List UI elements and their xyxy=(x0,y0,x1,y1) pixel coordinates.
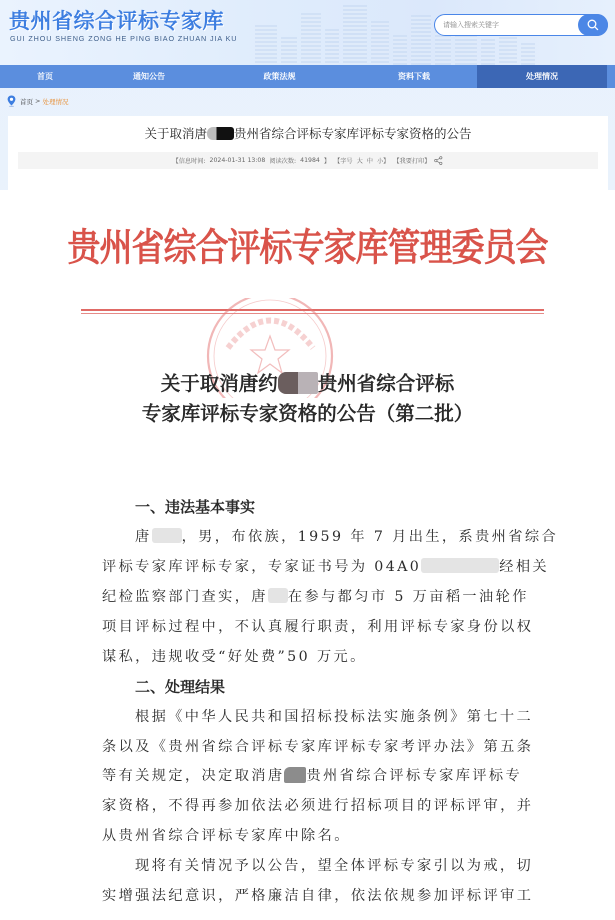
font-size-label: 【字号 xyxy=(334,158,353,165)
paragraph-line: 现将有关情况予以公告，望全体评标专家引以为戒，切 xyxy=(135,858,534,874)
read-count: 41984 xyxy=(300,157,320,164)
search-icon xyxy=(587,19,599,31)
paragraph-line: 评标专家库评标专家，专家证书号为 04A0 经相关 xyxy=(102,559,550,575)
main-nav xyxy=(0,65,615,88)
document-heading-line1 xyxy=(0,368,615,396)
nav-item-notices[interactable]: 通知公告 xyxy=(133,72,165,81)
font-size-large[interactable]: 大 xyxy=(356,158,363,165)
paragraph-line: 实增强法纪意识，严格廉洁自律，依法依规参加评标评审工 xyxy=(102,888,534,904)
section-title-result: 二、处理结果 xyxy=(135,678,226,696)
location-pin-icon xyxy=(7,95,16,107)
paragraph-line: 项目评标过程中，不认真履行职责，利用评标专家身份以权 xyxy=(102,619,534,635)
document-issuer-header: 贵州省综合评标专家库管理委员会 xyxy=(67,224,548,270)
redaction-mark xyxy=(152,528,182,543)
redaction-mark xyxy=(284,767,306,783)
nav-item-policies[interactable]: 政策法规 xyxy=(263,72,296,81)
redaction-mark xyxy=(278,372,318,394)
print-link[interactable]: 【我要打印】 xyxy=(393,158,431,165)
redaction-mark xyxy=(421,558,499,573)
document-heading-part2: 贵州省综合评标 xyxy=(317,372,455,395)
site-logo-pinyin: GUI ZHOU SHENG ZONG HE PING BIAO ZHUAN JIA KU xyxy=(10,34,238,43)
nav-item-handling[interactable]: 处理情况 xyxy=(477,65,607,88)
paragraph-line: 谋私，违规收受“好处费”50 万元。 xyxy=(102,649,367,665)
redaction-mark xyxy=(207,127,234,140)
article-title-part1: 关于取消唐 xyxy=(144,126,207,141)
paragraph-line: 根据《中华人民共和国招标投标法实施条例》第七十二 xyxy=(135,709,534,725)
info-time-label: 【信息时间: xyxy=(172,158,206,165)
search-input[interactable] xyxy=(443,18,573,33)
document-heading-line2: 专家库评标专家资格的公告（第二批） xyxy=(141,402,474,425)
redaction-mark xyxy=(268,588,288,603)
info-time: 2024-01-31 13:08 xyxy=(209,157,266,164)
article-meta-bar xyxy=(18,152,598,169)
site-header xyxy=(0,0,615,65)
breadcrumb-current[interactable]: 处理情况 xyxy=(42,97,69,106)
paragraph-line: 等有关规定，决定取消唐 贵州省综合评标专家库评标专 xyxy=(102,768,523,784)
share-icon[interactable] xyxy=(434,156,443,165)
paragraph-line: 纪检监察部门查实，唐 在参与都匀市 5 万亩稻一油轮作 xyxy=(102,589,529,605)
paragraph-line: 从贵州省综合评标专家库中除名。 xyxy=(102,828,351,844)
breadcrumb-home[interactable]: 首页 xyxy=(20,97,33,106)
section-title-facts: 一、违法基本事实 xyxy=(135,498,256,516)
search-button[interactable] xyxy=(578,14,608,36)
site-logo-title[interactable]: 贵州省综合评标专家库 xyxy=(9,9,224,33)
article-title xyxy=(8,124,608,142)
nav-item-home[interactable]: 首页 xyxy=(37,72,53,81)
paragraph-line: 唐 ，男，布依族，1959 年 7 月出生，系贵州省综合 xyxy=(135,529,559,545)
document-heading-part1: 关于取消唐约 xyxy=(160,372,278,395)
read-count-close: 】 xyxy=(323,158,331,165)
breadcrumb-separator: > xyxy=(35,97,41,105)
article-title-part2: 贵州省综合评标专家库评标专家资格的公告 xyxy=(234,126,472,141)
breadcrumb xyxy=(7,95,68,107)
paragraph-line: 条以及《贵州省综合评标专家库评标专家考评办法》第五条 xyxy=(102,739,534,755)
font-size-small[interactable]: 小】 xyxy=(376,158,390,165)
nav-item-downloads[interactable]: 资料下载 xyxy=(398,72,430,81)
search-box xyxy=(434,14,608,36)
paragraph-line: 家资格，不得再参加依法必须进行招标项目的评标评审，并 xyxy=(102,798,534,814)
font-size-medium[interactable]: 中 xyxy=(366,158,373,165)
read-count-label: 阅读次数: xyxy=(269,158,297,165)
